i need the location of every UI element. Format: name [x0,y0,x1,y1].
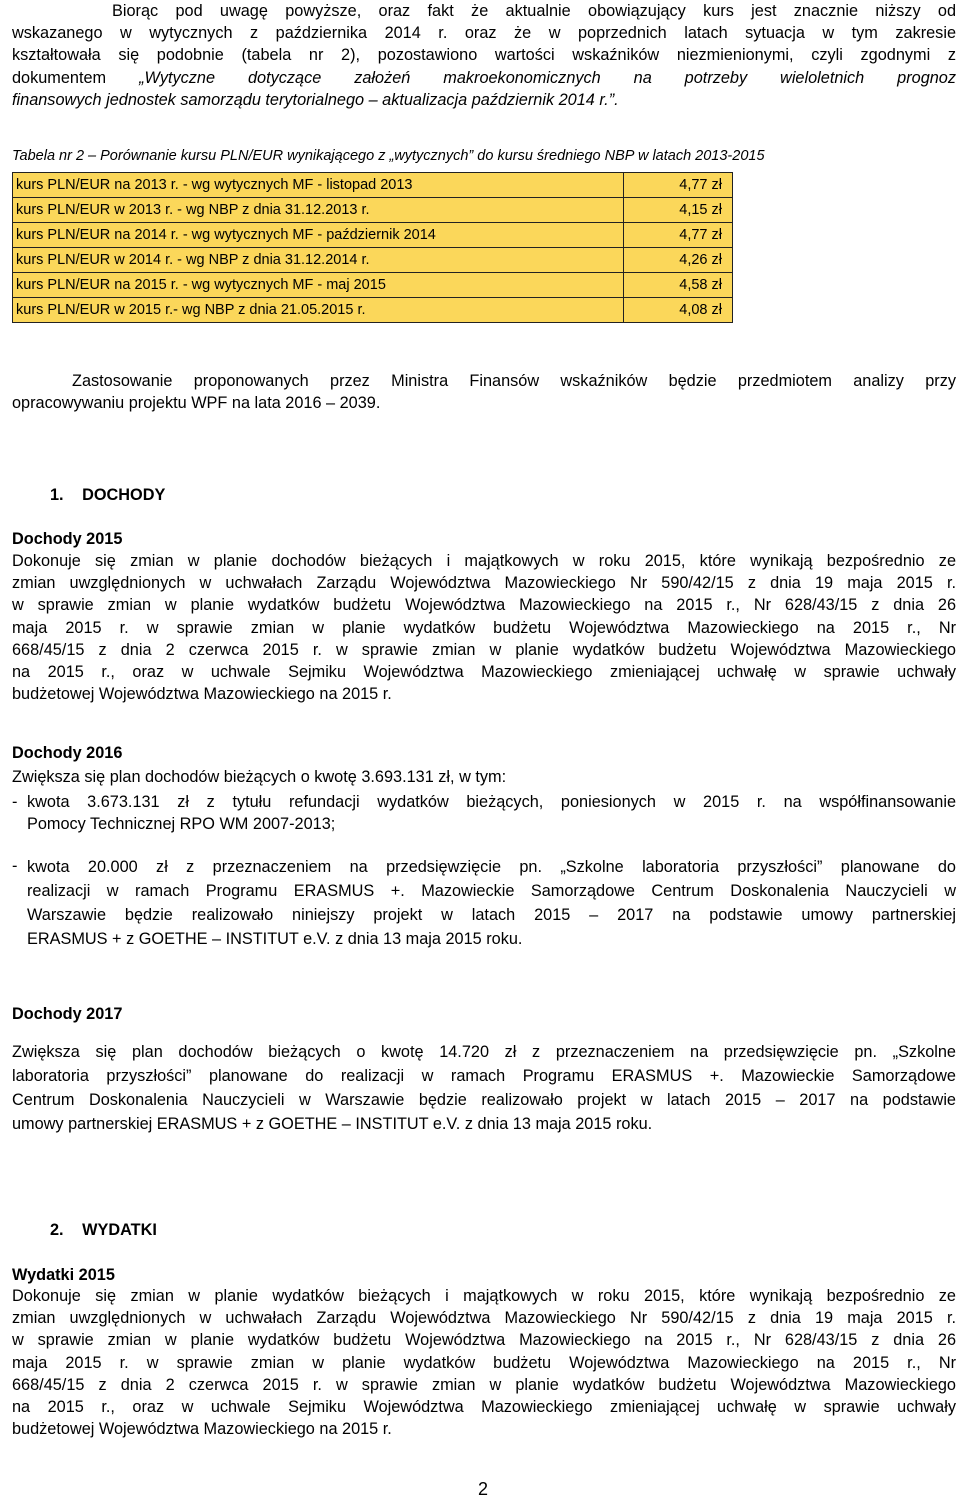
intro-line: Biorąc pod uwagę powyższe, oraz fakt że aktualnie obowiązujący kurs jest znacznie niższy od [112,2,956,20]
analysis-line: Zastosowanie proponowanych przez Ministra Finansów wskaźników będzie przedmiotem analizy przy [72,372,956,390]
text-line: budżetowej Województwa Mazowieckiego na 2015 r. [12,1420,392,1439]
rate-description-cell: kurs PLN/EUR na 2013 r. - wg wytycznych MF - listopad 2013 [13,173,624,198]
table-row [13,273,733,298]
text-line: na 2015 r., oraz w uchwale Sejmiku Województwa Mazowieckiego zmieniającej uchwałę w sprawie uchwały [12,1398,956,1417]
table-row [13,298,733,323]
list-item [12,791,956,835]
rate-description-cell: kurs PLN/EUR na 2014 r. - wg wytycznych MF - październik 2014 [13,223,624,248]
section-heading-income [50,484,165,506]
text-line: maja 2015 r. w sprawie zmian w planie wydatków budżetu Województwa Mazowieckiego na 2015 r., Nr [12,618,956,637]
table-row [13,173,733,198]
text-line: Zwiększa się plan dochodów bieżących o kwotę 14.720 zł z przeznaczeniem na przedsięwzięcie pn. „Szkolne [12,1043,956,1061]
text-line: umowy partnerskiej ERASMUS + z GOETHE – INSTITUT e.V. z dnia 13 maja 2015 roku. [12,1115,653,1133]
text-line: Warszawie będzie realizowało niniejszy projekt w latach 2015 – 2017 na podstawie umowy partnerskiej [27,906,956,924]
text-line: Pomocy Technicznej RPO WM 2007-2013; [27,815,336,834]
rate-value-cell: 4,15 zł [624,198,733,223]
section-number: 1. [50,486,64,504]
list-item [12,855,956,951]
list-dash: - [12,793,18,811]
text-line: zmian uwzględnionych w uchwałach Zarządu Województwa Mazowieckiego Nr 590/42/15 z dnia 19 maja 2015 r. [12,1309,956,1328]
section-title: DOCHODY [82,486,166,504]
analysis-paragraph [12,370,956,414]
text-line: realizacji w ramach Programu ERASMUS +. Mazowieckie Samorządowe Centrum Doskonalenia Nauczycieli w [27,882,956,900]
page-number: 2 [478,1479,489,1499]
text-line: Dokonuje się zmian w planie wydatków bieżących i majątkowych w roku 2015, które wynikają bezpośrednio ze [12,1287,956,1305]
text-line: kwota 20.000 zł z przeznaczeniem na przedsięwzięcie pn. „Szkolne laboratoria przyszłości” planowane do [27,858,956,876]
rate-value-cell: 4,77 zł [624,223,733,248]
rate-value-cell: 4,77 zł [624,173,733,198]
text-line: ERASMUS + z GOETHE – INSTITUT e.V. z dnia 13 maja 2015 roku. [27,930,523,948]
intro-line: wskazanego w wytycznych z października 2014 r. oraz że w poprzednich latach sytuacja w tym zakresie [12,24,956,43]
text-line: laboratoria przyszłości” planowane do realizacji w ramach Programu ERASMUS +. Mazowieckie Samorządowe [12,1067,956,1085]
text-line: w sprawie zmian w planie wydatków budżetu Województwa Mazowieckiego na 2015 r., Nr 628/43/15 z dnia 26 [12,596,956,615]
text-line: w sprawie zmian w planie wydatków budżetu Województwa Mazowieckiego na 2015 r., Nr 628/43/15 z dnia 26 [12,1331,956,1350]
text-line: maja 2015 r. w sprawie zmian w planie wydatków budżetu Województwa Mazowieckiego na 2015 r., Nr [12,1353,956,1372]
table-row [13,223,733,248]
income-2015-heading: Dochody 2015 [12,530,123,548]
rate-description-cell: kurs PLN/EUR w 2015 r.- wg NBP z dnia 21.05.2015 r. [13,298,624,323]
guidelines-title: „Wytyczne dotyczące założeń makroekonomicznych na potrzeby wieloletnich prognoz [139,68,956,87]
income-2017-heading: Dochody 2017 [12,1005,123,1023]
intro-paragraph [12,0,956,111]
text-line: kwota 3.673.131 zł z tytułu refundacji wydatków bieżących, poniesionych w 2015 r. na współfinansowanie [27,793,956,811]
rate-value-cell: 4,26 zł [624,248,733,273]
income-2016-heading: Dochody 2016 [12,744,123,762]
expenses-2015-heading: Wydatki 2015 [12,1266,115,1284]
rate-description-cell: kurs PLN/EUR w 2013 r. - wg NBP z dnia 31.12.2013 r. [13,198,624,223]
text-line: 668/45/15 z dnia 2 czerwca 2015 r. w sprawie zmian w planie wydatków budżetu Województwa Mazowieckiego [12,640,956,659]
intro-line [12,67,956,89]
rate-value-cell: 4,08 zł [624,298,733,323]
section-title: WYDATKI [82,1221,157,1239]
text-line: budżetowej Województwa Mazowieckiego na 2015 r. [12,685,392,704]
text-line: Dokonuje się zmian w planie dochodów bieżących i majątkowych w roku 2015, które wynikają bezpośrednio ze [12,552,956,570]
intro-line: kształtowała się podobnie (tabela nr 2), pozostawiono wartości wskaźników niezmienionymi, czyli zgodnymi z [12,46,956,65]
text-line: Zwiększa się plan dochodów bieżących o kwotę 3.693.131 zł, w tym: [12,768,507,786]
section-heading-expenses [50,1219,157,1241]
table-caption: Tabela nr 2 – Porównanie kursu PLN/EUR wynikającego z „wytycznych” do kursu średniego NBP w latach 2013-2015 [12,148,765,164]
text-line: Centrum Doskonalenia Nauczycieli w Warszawie będzie realizowało projekt w latach 2015 – 2017 na podstawie [12,1091,956,1109]
text-line: na 2015 r., oraz w uchwale Sejmiku Województwa Mazowieckiego zmieniającej uchwałę w sprawie uchwały [12,663,956,682]
income-2016-intro [12,766,956,788]
text-line: 668/45/15 z dnia 2 czerwca 2015 r. w sprawie zmian w planie wydatków budżetu Województwa Mazowieckiego [12,1375,956,1394]
intro-line-prefix: dokumentem [12,68,140,87]
text-line: zmian uwzględnionych w uchwałach Zarządu Województwa Mazowieckiego Nr 590/42/15 z dnia 19 maja 2015 r. [12,574,956,593]
list-dash: - [12,857,18,875]
guidelines-title-continued: finansowych jednostek samorządu terytorialnego – aktualizacja październik 2014 r.”. [12,90,619,109]
section-number: 2. [50,1221,64,1239]
rate-description-cell: kurs PLN/EUR w 2014 r. - wg NBP z dnia 31.12.2014 r. [13,248,624,273]
table-row [13,248,733,273]
analysis-line: opracowywaniu projektu WPF na lata 2016 – 2039. [12,394,381,413]
rate-value-cell: 4,58 zł [624,273,733,298]
income-2017-paragraph [12,1040,956,1136]
income-2015-paragraph [12,550,956,705]
rate-description-cell: kurs PLN/EUR na 2015 r. - wg wytycznych MF - maj 2015 [13,273,624,298]
exchange-rate-table [12,172,733,323]
table-row [13,198,733,223]
expenses-2015-paragraph [12,1285,956,1440]
